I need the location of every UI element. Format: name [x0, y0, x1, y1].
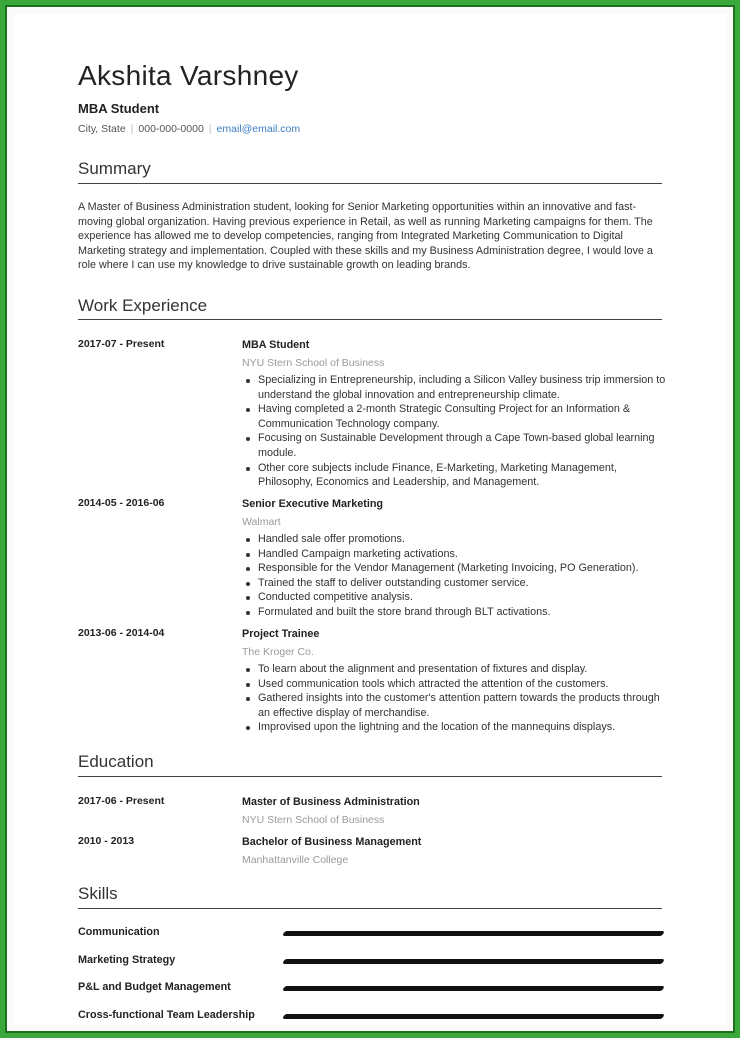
- skills-heading: Skills: [78, 884, 118, 903]
- bullet-item: Having completed a 2-month Strategic Consulting Project for an Information & Communication Technology company.: [242, 402, 666, 431]
- bullet-item: Other core subjects include Finance, E-Marketing, Marketing Management, Philosophy, Economics and Leadership, and Management.: [242, 461, 666, 490]
- education-school: NYU Stern School of Business: [242, 814, 385, 826]
- skill-row: [78, 954, 662, 970]
- summary-divider: [78, 183, 662, 184]
- bullet-item: Specializing in Entrepreneurship, including a Silicon Valley business trip immersion to understand the global innovation and entrepreneurship climate.: [242, 373, 666, 402]
- contact-line: [78, 123, 300, 135]
- education-school: Manhattanville College: [242, 854, 349, 866]
- skills-divider: [78, 908, 662, 909]
- skill-level-bar: [282, 959, 665, 964]
- bullet-item: Gathered insights into the customer's attention pattern towards the products through an effective display of merchandise.: [242, 691, 666, 720]
- education-degree: Bachelor of Business Management: [242, 836, 422, 848]
- work-entry-role: Project Trainee: [242, 628, 320, 640]
- bullet-item: Handled Campaign marketing activations.: [242, 547, 666, 562]
- education-entry-date: 2010 - 2013: [78, 835, 135, 847]
- education-divider: [78, 776, 662, 777]
- bullet-item: Improvised upon the lightning and the location of the mannequins displays.: [242, 720, 666, 735]
- work-experience-heading: Work Experience: [78, 296, 208, 315]
- bullet-item: Conducted competitive analysis.: [242, 590, 666, 605]
- work-entry-organization: Walmart: [242, 516, 281, 528]
- bullet-item: Responsible for the Vendor Management (Marketing Invoicing, PO Generation).: [242, 561, 666, 576]
- work-entry-body: [242, 627, 666, 735]
- contact-location: City, State: [78, 123, 126, 135]
- skill-name: P&L and Budget Management: [78, 981, 231, 993]
- bullet-item: Formulated and built the store brand through BLT activations.: [242, 605, 666, 620]
- work-entry-date: 2017-07 - Present: [78, 338, 165, 350]
- education-entry-body: [242, 795, 666, 827]
- education-heading: Education: [78, 752, 154, 771]
- work-entry-bullets: [242, 662, 666, 735]
- work-entry-role: Senior Executive Marketing: [242, 498, 384, 510]
- skill-level-track: [282, 959, 662, 964]
- education-entry-body: [242, 835, 666, 867]
- education-entry-date: 2017-06 - Present: [78, 795, 165, 807]
- work-entry-body: [242, 497, 666, 620]
- skill-level-bar: [282, 1014, 665, 1019]
- summary-heading: Summary: [78, 159, 151, 178]
- bullet-item: Handled sale offer promotions.: [242, 532, 666, 547]
- skill-level-bar: [282, 986, 665, 991]
- work-entry-date: 2013-06 - 2014-04: [78, 627, 165, 639]
- summary-text: A Master of Business Administration student, looking for Senior Marketing opportunities within an innovative and fast-moving global organization. Having previous experience in Retail, as well as running Marketing campaigns for them. The experience has allowed me to develop competencies, ranging from Integrated Marketing Communication to Digital Marketing strategy and implementation. Coupled with these skills and my Business Administration degree, I would love a role where I can use my knowledge to drive sustainable growth on leading brands.: [78, 201, 653, 272]
- education-degree: Master of Business Administration: [242, 796, 420, 808]
- skill-level-track: [282, 931, 662, 936]
- work-entry-organization: NYU Stern School of Business: [242, 357, 385, 369]
- work-entry-date: 2014-05 - 2016-06: [78, 497, 165, 509]
- candidate-headline: MBA Student: [78, 101, 160, 116]
- work-entry-bullets: [242, 532, 666, 620]
- skill-level-track: [282, 986, 662, 991]
- skill-row: [78, 926, 662, 942]
- skill-level-track: [282, 1014, 662, 1019]
- skill-row: [78, 1009, 662, 1024]
- work-entry-role: MBA Student: [242, 339, 310, 351]
- contact-phone: 000-000-0000: [138, 123, 204, 135]
- skill-name: Communication: [78, 926, 160, 938]
- resume-page: [14, 14, 726, 1024]
- skill-level-bar: [282, 931, 665, 936]
- contact-email-link[interactable]: email@email.com: [216, 123, 301, 135]
- skill-row: [78, 981, 662, 997]
- bullet-item: Used communication tools which attracted the attention of the customers.: [242, 677, 666, 692]
- work-experience-divider: [78, 319, 662, 320]
- skill-name: Marketing Strategy: [78, 954, 176, 966]
- candidate-name: Akshita Varshney: [78, 60, 299, 91]
- contact-separator: |: [208, 123, 212, 135]
- work-entry-bullets: [242, 373, 666, 490]
- contact-separator: |: [130, 123, 134, 135]
- bullet-item: Focusing on Sustainable Development through a Cape Town-based global learning module.: [242, 431, 666, 460]
- bullet-item: To learn about the alignment and presentation of fixtures and display.: [242, 662, 666, 677]
- work-entry-organization: The Kroger Co.: [242, 646, 314, 658]
- work-entry-body: [242, 338, 666, 490]
- skill-name: Cross-functional Team Leadership: [78, 1009, 255, 1021]
- bullet-item: Trained the staff to deliver outstanding customer service.: [242, 576, 666, 591]
